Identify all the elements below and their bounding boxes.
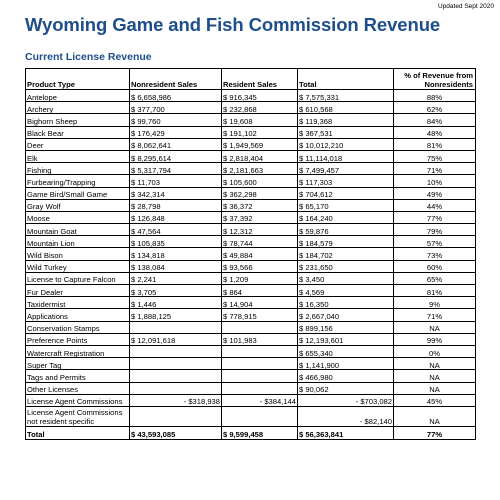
cell-pct-nonresident: 79% [394, 224, 476, 236]
cell-nonresident-sales: $ 1,446 [130, 297, 222, 309]
cell-resident-sales: $ 916,345 [222, 90, 298, 102]
cell-total: $ 4,569 [298, 285, 394, 297]
header-resident-sales: Resident Sales [222, 69, 298, 90]
cell-resident-sales: $ 191,102 [222, 126, 298, 138]
cell-product-type: License Agent Commissions not resident specific [26, 406, 130, 426]
cell-product-type: Preference Points [26, 333, 130, 345]
cell-total: $ 466,980 [298, 370, 394, 382]
cell-pct-nonresident: 71% [394, 163, 476, 175]
cell-resident-sales: $ 362,298 [222, 187, 298, 199]
cell-total: $ 56,363,841 [298, 426, 394, 439]
cell-nonresident-sales: $ 2,241 [130, 272, 222, 284]
cell-pct-nonresident: 81% [394, 138, 476, 150]
cell-nonresident-sales: $ 8,062,641 [130, 138, 222, 150]
cell-nonresident-sales: $ 5,317,794 [130, 163, 222, 175]
cell-product-type: Mountain Lion [26, 236, 130, 248]
page-title: Wyoming Game and Fish Commission Revenue [25, 14, 441, 35]
table-row [26, 224, 476, 236]
cell-resident-sales: $ 2,181,663 [222, 163, 298, 175]
cell-total: $ 367,531 [298, 126, 394, 138]
cell-pct-nonresident: 60% [394, 260, 476, 272]
table-row [26, 260, 476, 272]
cell-resident-sales: $ 1,209 [222, 272, 298, 284]
cell-resident-sales [222, 345, 298, 357]
cell-total: $ 2,667,040 [298, 309, 394, 321]
cell-nonresident-sales [130, 321, 222, 333]
cell-pct-nonresident: NA [394, 358, 476, 370]
cell-product-type: Archery [26, 102, 130, 114]
table-row [26, 90, 476, 102]
table-header-row [26, 69, 476, 90]
cell-total: $ 3,450 [298, 272, 394, 284]
cell-pct-nonresident: NA [394, 370, 476, 382]
cell-pct-nonresident: 99% [394, 333, 476, 345]
cell-total: $ 7,499,457 [298, 163, 394, 175]
cell-product-type: Total [26, 426, 130, 439]
cell-total: $ 184,702 [298, 248, 394, 260]
cell-resident-sales: $ 49,884 [222, 248, 298, 260]
cell-resident-sales: $ 14,904 [222, 297, 298, 309]
cell-nonresident-sales: $ 11,703 [130, 175, 222, 187]
cell-nonresident-sales: $ 134,818 [130, 248, 222, 260]
table-row [26, 114, 476, 126]
table-row [26, 211, 476, 223]
table-row [26, 285, 476, 297]
cell-product-type: Bighorn Sheep [26, 114, 130, 126]
table-row [26, 150, 476, 162]
cell-nonresident-sales: - $318,938 [130, 394, 222, 406]
cell-resident-sales: $ 778,915 [222, 309, 298, 321]
cell-nonresident-sales [130, 370, 222, 382]
cell-total: - $703,082 [298, 394, 394, 406]
cell-resident-sales: $ 78,744 [222, 236, 298, 248]
cell-total: $ 10,012,210 [298, 138, 394, 150]
table-row [26, 358, 476, 370]
total-row [26, 426, 476, 439]
table-row [26, 102, 476, 114]
cell-pct-nonresident: 71% [394, 309, 476, 321]
cell-product-type: Game Bird/Small Game [26, 187, 130, 199]
table-row [26, 321, 476, 333]
cell-total: $ 1,141,900 [298, 358, 394, 370]
table-row [26, 248, 476, 260]
header-total: Total [298, 69, 394, 90]
cell-total: $ 11,114,018 [298, 150, 394, 162]
cell-product-type: Taxidermist [26, 297, 130, 309]
cell-pct-nonresident: 9% [394, 297, 476, 309]
cell-pct-nonresident: 49% [394, 187, 476, 199]
cell-nonresident-sales: $ 176,429 [130, 126, 222, 138]
cell-total: $ 704,612 [298, 187, 394, 199]
cell-resident-sales: $ 1,949,569 [222, 138, 298, 150]
table-row [26, 138, 476, 150]
cell-product-type: Watercraft Registration [26, 345, 130, 357]
cell-pct-nonresident: 45% [394, 394, 476, 406]
cell-resident-sales: $ 9,599,458 [222, 426, 298, 439]
table-row [26, 345, 476, 357]
cell-product-type: Furbearing/Trapping [26, 175, 130, 187]
cell-pct-nonresident: 81% [394, 285, 476, 297]
cell-total: $ 12,193,601 [298, 333, 394, 345]
cell-nonresident-sales: $ 6,658,986 [130, 90, 222, 102]
cell-nonresident-sales: $ 105,835 [130, 236, 222, 248]
cell-resident-sales: $ 101,983 [222, 333, 298, 345]
cell-resident-sales: $ 37,392 [222, 211, 298, 223]
cell-product-type: Black Bear [26, 126, 130, 138]
cell-product-type: License Agent Commissions [26, 394, 130, 406]
table-row [26, 175, 476, 187]
cell-resident-sales: $ 232,868 [222, 102, 298, 114]
cell-total: $ 7,575,331 [298, 90, 394, 102]
cell-pct-nonresident: NA [394, 382, 476, 394]
cell-nonresident-sales: $ 3,705 [130, 285, 222, 297]
header-pct-nonresident: % of Revenue from Nonresidents [394, 69, 476, 90]
cell-total: $ 90,062 [298, 382, 394, 394]
cell-product-type: Mountain Goat [26, 224, 130, 236]
cell-pct-nonresident: 10% [394, 175, 476, 187]
table-row [26, 236, 476, 248]
section-subtitle: Current License Revenue [25, 51, 152, 63]
cell-pct-nonresident: 73% [394, 248, 476, 260]
cell-nonresident-sales: $ 12,091,618 [130, 333, 222, 345]
cell-nonresident-sales: $ 342,314 [130, 187, 222, 199]
cell-pct-nonresident: 0% [394, 345, 476, 357]
cell-pct-nonresident: 65% [394, 272, 476, 284]
cell-product-type: Moose [26, 211, 130, 223]
cell-resident-sales [222, 382, 298, 394]
cell-nonresident-sales: $ 28,798 [130, 199, 222, 211]
cell-resident-sales: $ 93,566 [222, 260, 298, 272]
table-row [26, 272, 476, 284]
cell-total: $ 899,156 [298, 321, 394, 333]
cell-product-type: Other Licenses [26, 382, 130, 394]
cell-product-type: Fishing [26, 163, 130, 175]
cell-total: $ 16,350 [298, 297, 394, 309]
header-nonresident-sales: Nonresident Sales [130, 69, 222, 90]
cell-nonresident-sales: $ 126,848 [130, 211, 222, 223]
table-row [26, 126, 476, 138]
cell-resident-sales: $ 864 [222, 285, 298, 297]
cell-product-type: Antelope [26, 90, 130, 102]
cell-resident-sales: $ 12,312 [222, 224, 298, 236]
table-row [26, 333, 476, 345]
table-row [26, 370, 476, 382]
cell-nonresident-sales: $ 138,084 [130, 260, 222, 272]
cell-total: $ 610,568 [298, 102, 394, 114]
cell-pct-nonresident: NA [394, 321, 476, 333]
table-row [26, 406, 476, 426]
cell-total: $ 119,368 [298, 114, 394, 126]
cell-nonresident-sales [130, 345, 222, 357]
cell-pct-nonresident: 44% [394, 199, 476, 211]
cell-resident-sales: $ 105,600 [222, 175, 298, 187]
cell-total: $ 655,340 [298, 345, 394, 357]
cell-product-type: Deer [26, 138, 130, 150]
cell-total: $ 117,303 [298, 175, 394, 187]
cell-nonresident-sales: $ 43,593,085 [130, 426, 222, 439]
table-row [26, 187, 476, 199]
cell-total: - $82,140 [298, 406, 394, 426]
cell-resident-sales [222, 406, 298, 426]
table-body [26, 90, 476, 440]
cell-pct-nonresident: 57% [394, 236, 476, 248]
cell-product-type: Wild Turkey [26, 260, 130, 272]
cell-product-type: Fur Dealer [26, 285, 130, 297]
cell-resident-sales [222, 358, 298, 370]
table-row [26, 163, 476, 175]
cell-resident-sales: $ 19,608 [222, 114, 298, 126]
cell-resident-sales: $ 2,818,404 [222, 150, 298, 162]
cell-nonresident-sales: $ 377,700 [130, 102, 222, 114]
cell-pct-nonresident: 75% [394, 150, 476, 162]
cell-resident-sales: - $384,144 [222, 394, 298, 406]
cell-resident-sales [222, 370, 298, 382]
cell-total: $ 184,579 [298, 236, 394, 248]
cell-total: $ 231,650 [298, 260, 394, 272]
cell-product-type: Wild Bison [26, 248, 130, 260]
table-row [26, 394, 476, 406]
table-row [26, 309, 476, 321]
cell-nonresident-sales: $ 8,295,614 [130, 150, 222, 162]
cell-nonresident-sales [130, 382, 222, 394]
cell-pct-nonresident: 84% [394, 114, 476, 126]
table-row [26, 297, 476, 309]
cell-product-type: Conservation Stamps [26, 321, 130, 333]
cell-pct-nonresident: 77% [394, 211, 476, 223]
revenue-table [25, 68, 476, 440]
cell-total: $ 164,240 [298, 211, 394, 223]
cell-pct-nonresident: NA [394, 406, 476, 426]
cell-pct-nonresident: 62% [394, 102, 476, 114]
cell-total: $ 65,170 [298, 199, 394, 211]
cell-product-type: License to Capture Falcon [26, 272, 130, 284]
cell-nonresident-sales: $ 47,564 [130, 224, 222, 236]
cell-nonresident-sales: $ 1,888,125 [130, 309, 222, 321]
cell-product-type: Tags and Permits [26, 370, 130, 382]
cell-pct-nonresident: 77% [394, 426, 476, 439]
cell-nonresident-sales: $ 99,760 [130, 114, 222, 126]
updated-date: Updated Sept 2020 [437, 3, 494, 10]
cell-resident-sales: $ 36,372 [222, 199, 298, 211]
cell-product-type: Applications [26, 309, 130, 321]
cell-pct-nonresident: 48% [394, 126, 476, 138]
table-row [26, 382, 476, 394]
table-row [26, 199, 476, 211]
header-product-type: Product Type [26, 69, 130, 90]
cell-resident-sales [222, 321, 298, 333]
cell-product-type: Super Tag [26, 358, 130, 370]
cell-product-type: Gray Wolf [26, 199, 130, 211]
cell-product-type: Elk [26, 150, 130, 162]
cell-pct-nonresident: 88% [394, 90, 476, 102]
cell-nonresident-sales [130, 406, 222, 426]
cell-nonresident-sales [130, 358, 222, 370]
cell-total: $ 59,876 [298, 224, 394, 236]
